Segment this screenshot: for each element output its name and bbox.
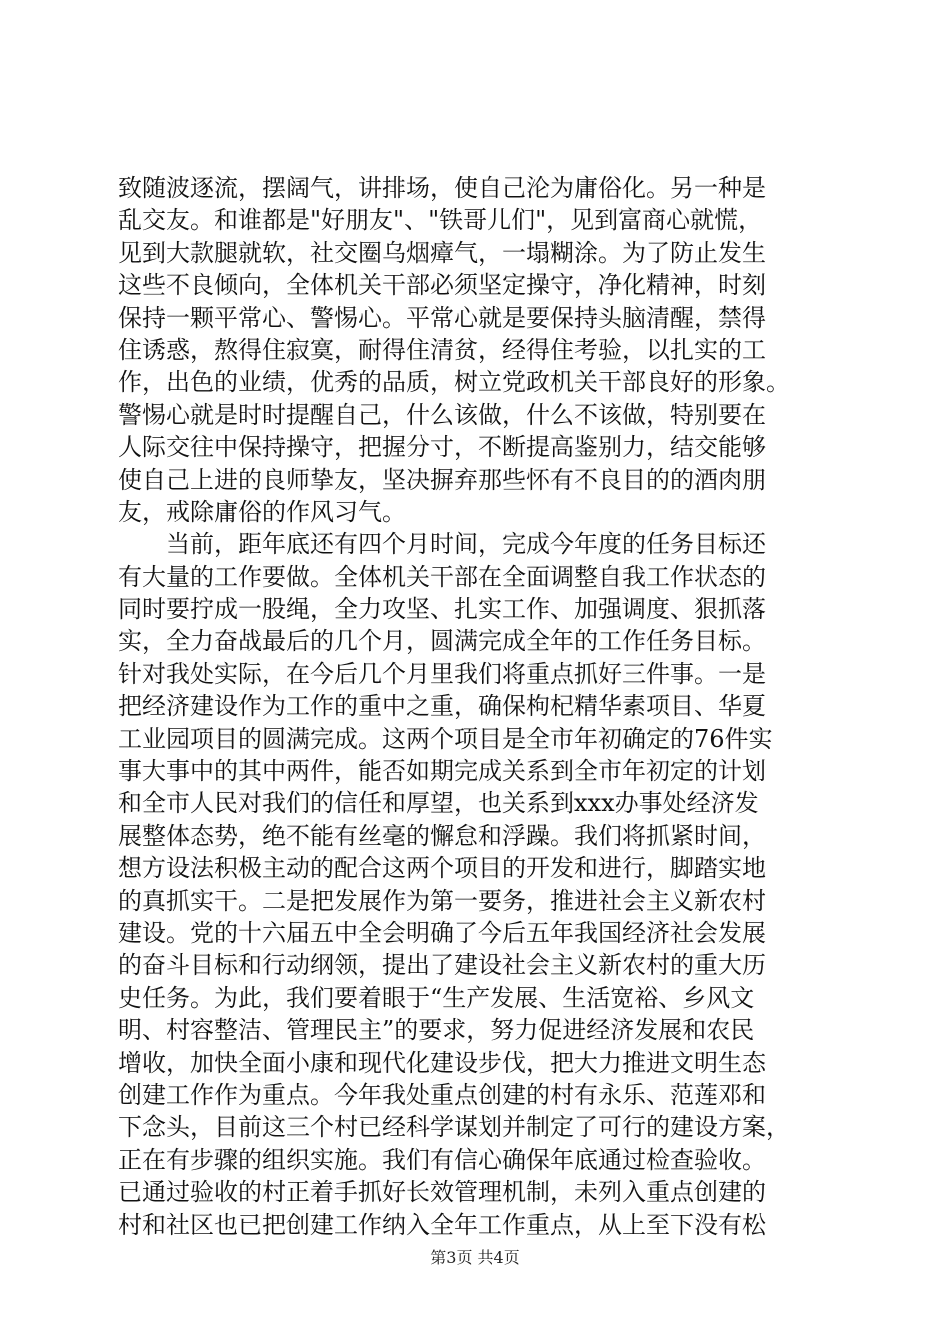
text-line: 同时要拧成一股绳，全力攻坚、扎实工作、加强调度、狠抓落 xyxy=(118,595,766,624)
text-line: 增收，加快全面小康和现代化建设步伐，把大力推进文明生态 xyxy=(118,1048,766,1077)
text-line: 保持一颗平常心、警惕心。平常心就是要保持头脑清醒，禁得 xyxy=(118,303,766,332)
text-line: 展整体态势，绝不能有丝毫的懈怠和浮躁。我们将抓紧时间， xyxy=(118,821,766,850)
text-line: 的奋斗目标和行动纲领，提出了建设社会主义新农村的重大历 xyxy=(118,951,766,980)
text-line: 有大量的工作要做。全体机关干部在全面调整自我工作状态的 xyxy=(118,562,766,591)
text-line: 乱交友。和谁都是"好朋友"、"铁哥儿们"，见到富商心就慌， xyxy=(118,206,763,235)
text-line: 见到大款腿就软，社交圈乌烟瘴气，一塌糊涂。为了防止发生 xyxy=(118,238,766,267)
text-line: 这些不良倾向，全体机关干部必须坚定操守，净化精神，时刻 xyxy=(118,271,766,300)
body-text xyxy=(118,172,838,1241)
text-line: 明、村容整洁、管理民主”的要求，努力促进经济发展和农民 xyxy=(118,1016,755,1045)
text-line: 创建工作作为重点。今年我处重点创建的村有永乐、范莲邓和 xyxy=(118,1080,766,1109)
text-line: 作，出色的业绩，优秀的品质，树立党政机关干部良好的形象。 xyxy=(118,368,790,397)
text-line: 正在有步骤的组织实施。我们有信心确保年底通过检查验收。 xyxy=(118,1145,766,1174)
text-line: 史任务。为此，我们要着眼于“生产发展、生活宽裕、乡风文 xyxy=(118,983,755,1012)
text-line: 实，全力奋战最后的几个月，圆满完成全年的工作任务目标。 xyxy=(118,627,766,656)
text-line: 友，戒除庸俗的作风习气。 xyxy=(118,497,406,526)
text-line: 已通过验收的村正着手抓好长效管理机制，未列入重点创建的 xyxy=(118,1178,766,1207)
text-line: 把经济建设作为工作的重中之重，确保枸杞精华素项目、华夏 xyxy=(118,692,766,721)
text-line: 下念头，目前这三个村已经科学谋划并制定了可行的建设方案， xyxy=(118,1113,790,1142)
text-line: 的真抓实干。二是把发展作为第一要务，推进社会主义新农村 xyxy=(118,886,766,915)
page-footer: 第3页 共4页 xyxy=(430,1248,520,1267)
text-line: 和全市人民对我们的信任和厚望，也关系到xxx办事处经济发 xyxy=(118,789,759,818)
text-line: 事大事中的其中两件，能否如期完成关系到全市年初定的计划 xyxy=(118,757,766,786)
text-line: 想方设法积极主动的配合这两个项目的开发和进行，脚踏实地 xyxy=(118,854,766,883)
text-line: 村和社区也已把创建工作纳入全年工作重点，从上至下没有松 xyxy=(118,1210,766,1239)
text-line: 当前，距年底还有四个月时间，完成今年度的任务目标还 xyxy=(118,530,766,559)
text-line: 住诱惑，熬得住寂寞，耐得住清贫，经得住考验，以扎实的工 xyxy=(118,335,766,364)
text-line: 人际交往中保持操守，把握分寸，不断提高鉴别力，结交能够 xyxy=(118,433,766,462)
text-line: 针对我处实际，在今后几个月里我们将重点抓好三件事。一是 xyxy=(118,659,766,688)
text-line: 致随波逐流，摆阔气，讲排场，使自己沦为庸俗化。另一种是 xyxy=(118,174,766,202)
text-line: 建设。党的十六届五中全会明确了今后五年我国经济社会发展 xyxy=(118,918,766,947)
text-line: 使自己上进的良师挚友，坚决摒弃那些怀有不良目的的酒肉朋 xyxy=(118,465,766,494)
text-line: 警惕心就是时时提醒自己，什么该做，什么不该做，特别要在 xyxy=(118,400,766,429)
text-line: 工业园项目的圆满完成。这两个项目是全市年初确定的76件实 xyxy=(118,724,773,753)
